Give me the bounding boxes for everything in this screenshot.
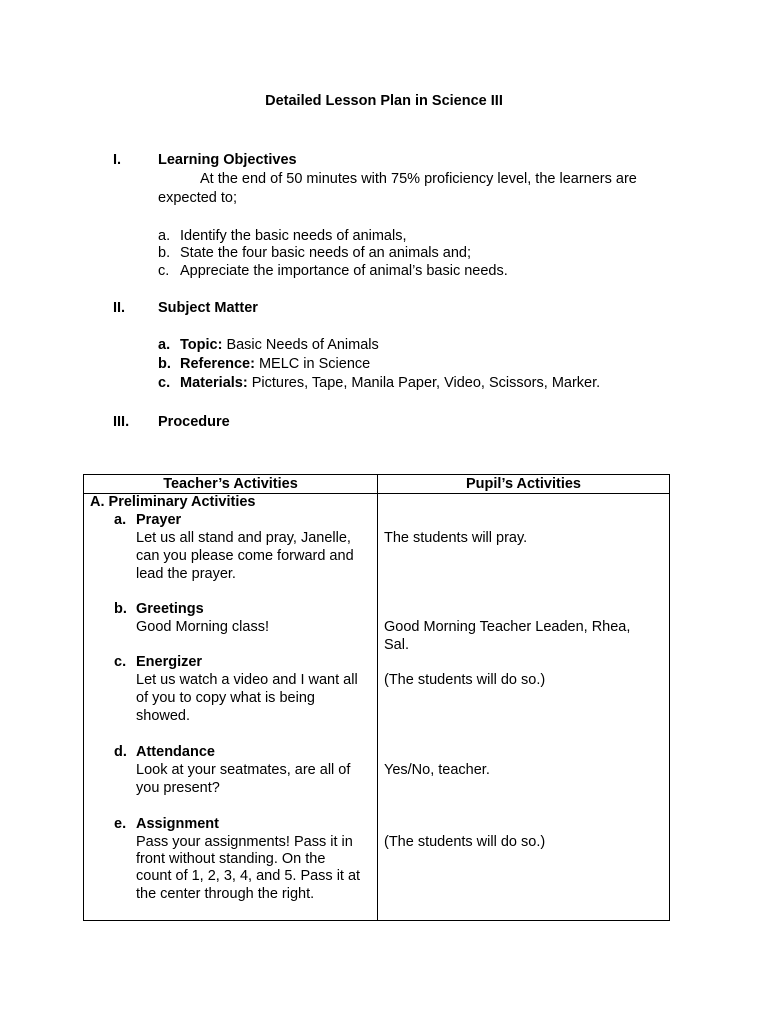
column-divider — [377, 475, 378, 920]
objective-marker: b. — [158, 245, 171, 261]
section-3-numeral: III. — [113, 414, 130, 430]
teacher-line: Pass your assignments! Pass it in — [136, 834, 353, 850]
teacher-line: Let us watch a video and I want all — [136, 672, 358, 688]
activity-title: Attendance — [136, 744, 215, 760]
subject-value: Basic Needs of Animals — [222, 337, 379, 353]
teacher-line: you present? — [136, 780, 220, 796]
teacher-line: Look at your seatmates, are all of — [136, 762, 351, 778]
section-2-heading: Subject Matter — [158, 300, 258, 316]
objective-item — [158, 228, 407, 244]
activity-marker: e. — [114, 816, 127, 832]
subject-label: Reference: — [180, 356, 255, 372]
preliminary-activities-label: A. Preliminary Activities — [90, 494, 256, 510]
section-1-heading: Learning Objectives — [158, 152, 297, 168]
teacher-activities-header: Teacher’s Activities — [163, 476, 298, 492]
subject-matter-item — [158, 337, 379, 353]
pupil-line: Yes/No, teacher. — [384, 762, 490, 778]
subject-marker: b. — [158, 356, 171, 372]
pupil-line: The students will pray. — [384, 530, 528, 546]
teacher-line: of you to copy what is being — [136, 690, 315, 706]
section-1-numeral: I. — [113, 152, 122, 168]
teacher-line: count of 1, 2, 3, 4, and 5. Pass it at — [136, 868, 361, 884]
activity-marker: c. — [114, 654, 127, 670]
objective-marker: c. — [158, 263, 170, 279]
teacher-line: front without standing. On the — [136, 851, 326, 867]
document-title: Detailed Lesson Plan in Science III — [265, 93, 503, 109]
objective-item — [158, 263, 508, 279]
activity-title: Assignment — [136, 816, 219, 832]
activity-marker: a. — [114, 512, 127, 528]
subject-matter-item — [158, 356, 370, 372]
teacher-line: Good Morning class! — [136, 619, 269, 635]
subject-marker: a. — [158, 337, 171, 353]
objective-text: Identify the basic needs of animals, — [180, 228, 407, 244]
teacher-line: showed. — [136, 708, 191, 724]
pupil-line: (The students will do so.) — [384, 834, 546, 850]
subject-value: MELC in Science — [254, 356, 371, 372]
activity-title: Greetings — [136, 601, 204, 617]
subject-label: Topic: — [180, 337, 223, 353]
pupil-activities-header: Pupil’s Activities — [466, 476, 581, 492]
activity-title: Prayer — [136, 512, 182, 528]
subject-marker: c. — [158, 375, 171, 391]
activities-table — [83, 474, 670, 921]
pupil-line: Good Morning Teacher Leaden, Rhea, — [384, 619, 631, 635]
objective-text: State the four basic needs of an animals and; — [180, 245, 471, 261]
subject-matter-item — [158, 375, 600, 391]
pupil-line: (The students will do so.) — [384, 672, 546, 688]
teacher-line: lead the prayer. — [136, 566, 236, 582]
objectives-intro-line-1: At the end of 50 minutes with 75% proficiency level, the learners are — [200, 171, 637, 187]
section-3-heading: Procedure — [158, 414, 230, 430]
teacher-line: can you please come forward and — [136, 548, 354, 564]
teacher-line: the center through the right. — [136, 886, 315, 902]
pupil-line: Sal. — [384, 637, 409, 653]
subject-label: Materials: — [180, 375, 248, 391]
subject-value: Pictures, Tape, Manila Paper, Video, Scissors, Marker. — [247, 375, 601, 391]
objective-item — [158, 245, 471, 261]
objective-marker: a. — [158, 228, 171, 244]
activity-marker: b. — [114, 601, 127, 617]
section-2-numeral: II. — [113, 300, 126, 316]
activity-title: Energizer — [136, 654, 203, 670]
activity-marker: d. — [114, 744, 127, 760]
objective-text: Appreciate the importance of animal’s basic needs. — [180, 263, 508, 279]
objectives-intro-line-2: expected to; — [158, 190, 237, 206]
teacher-line: Let us all stand and pray, Janelle, — [136, 530, 351, 546]
